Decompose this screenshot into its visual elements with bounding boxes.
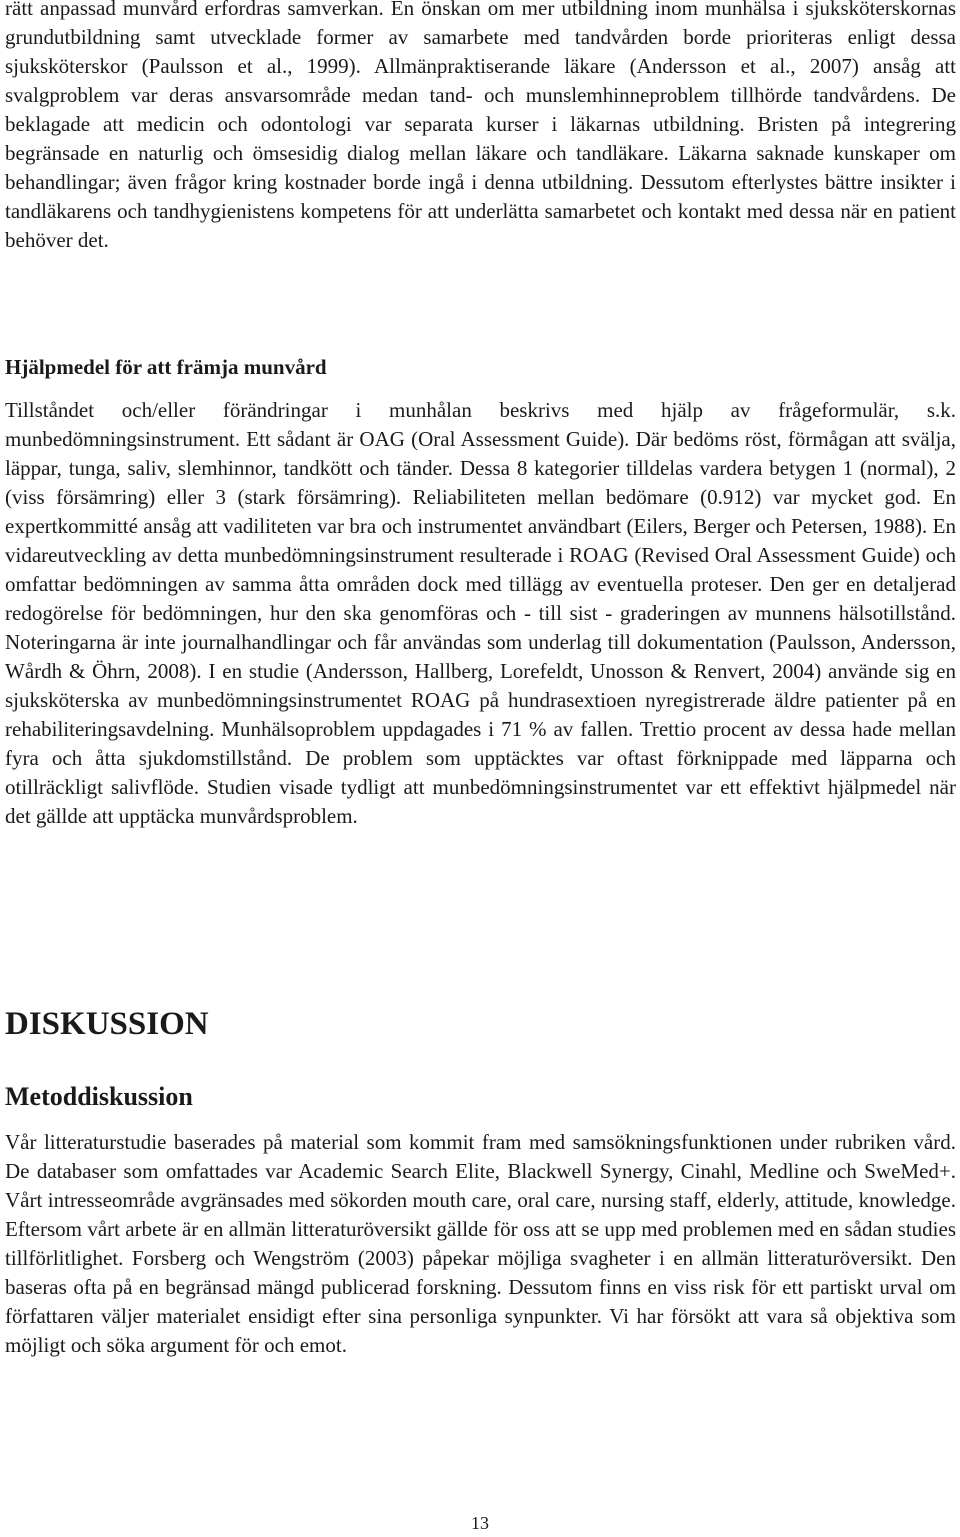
- section-heading-tools: Hjälpmedel för att främja munvård: [5, 355, 327, 379]
- body-paragraph-top: rätt anpassad munvård erfordras samverkan. En önskan om mer utbildning inom munhälsa i sjuksköterskornas grundutbildning samt utvecklade former av samarbete med tandvården borde prioriteras enligt dessa sjuksköterskor (Paulsson et al., 1999). Allmänpraktiserande läkare (Andersson et al., 2007) ansåg att svalgproblem var deras ansvarsområde medan tand- och munslemhinneproblem tillhörde tandvårdens. De beklagade att medicin och odontologi var separata kurser i läkarnas utbildning. Bristen på integrering begränsade en naturlig och ömsesidig dialog mellan läkare och tandläkare. Läkarna saknade kunskaper om behandlingar; även frågor kring kostnader borde ingå i denna utbildning. Dessutom efterlystes bättre insikter i tandläkarens och tandhygienistens kompetens för att underlätta samarbetet och kontakt med dessa när en patient behöver det.: [5, 0, 956, 252]
- page-number: 13: [471, 1513, 489, 1533]
- body-paragraph-metod: Vår litteraturstudie baserades på material som kommit fram med samsökningsfunktionen under rubriken vård. De databaser som omfattades var Academic Search Elite, Blackwell Synergy, Cinahl, Medline och SweMed+. Vårt intresseområde avgränsades med sökorden mouth care, oral care, nursing staff, elderly, attitude, knowledge. Eftersom vårt arbete är en allmän litteraturöversikt gällde för oss att se upp med problemen med en sådan studies tillförlitlighet. Forsberg och Wengström (2003) påpekar möjliga svagheter i en allmän litteraturöversikt. Den baseras ofta på en begränsad mängd publicerad forskning. Dessutom finns en viss risk för ett partiskt urval om författaren väljer materialet ensidigt efter sina personliga synpunkter. Vi har försökt att vara så objektiva som möjligt och söka argument för och emot.: [5, 1130, 956, 1357]
- chapter-heading-diskussion: DISKUSSION: [5, 1006, 209, 1042]
- body-paragraph-tools: Tillståndet och/eller förändringar i munhålan beskrivs med hjälp av frågeformulär, s.k. munbedömningsinstrument. Ett sådant är OAG (Oral Assessment Guide). Där bedöms röst, förmågan att svälja, läppar, tunga, saliv, slemhinnor, tandkött och tänder. Dessa 8 kategorier tilldelas vardera betygen 1 (normal), 2 (viss försämring) eller 3 (stark försämring). Reliabiliteten mellan bedömare (0.912) var mycket god. En expertkommitté ansåg att vadiliteten var bra och instrumentet användbart (Eilers, Berger och Petersen, 1988). En vidareutveckling av detta munbedömningsinstrument resulterade i ROAG (Revised Oral Assessment Guide) och omfattar bedömningen av samma åtta områden dock med tillägg av eventuella proteser. Den ger en detaljerad redogörelse för bedömningen, hur den ska genomföras och - till sist - graderingen av munnens hälsotillstånd. Noteringarna är inte journalhandlingar och får användas som underlag till dokumentation (Paulsson, Andersson, Wårdh & Öhrn, 2008). I en studie (Andersson, Hallberg, Lorefeldt, Unosson & Renvert, 2004) använde sig en sjuksköterska av munbedömningsinstrumentet ROAG på hundrasextioen nyregistrerade äldre patienter på en rehabiliteringsavdelning. Munhälsoproblem uppdagades i 71 % av fallen. Trettio procent av dessa hade mellan fyra och åtta sjukdomstillstånd. De problem som upptäcktes var oftast förknippade med läpparna och otillräckligt salivflöde. Studien visade tydligt att munbedömningsinstrumentet var ett effektivt hjälpmedel när det gällde att upptäcka munvårdsproblem.: [5, 398, 956, 828]
- section-heading-metoddiskussion: Metoddiskussion: [5, 1082, 193, 1111]
